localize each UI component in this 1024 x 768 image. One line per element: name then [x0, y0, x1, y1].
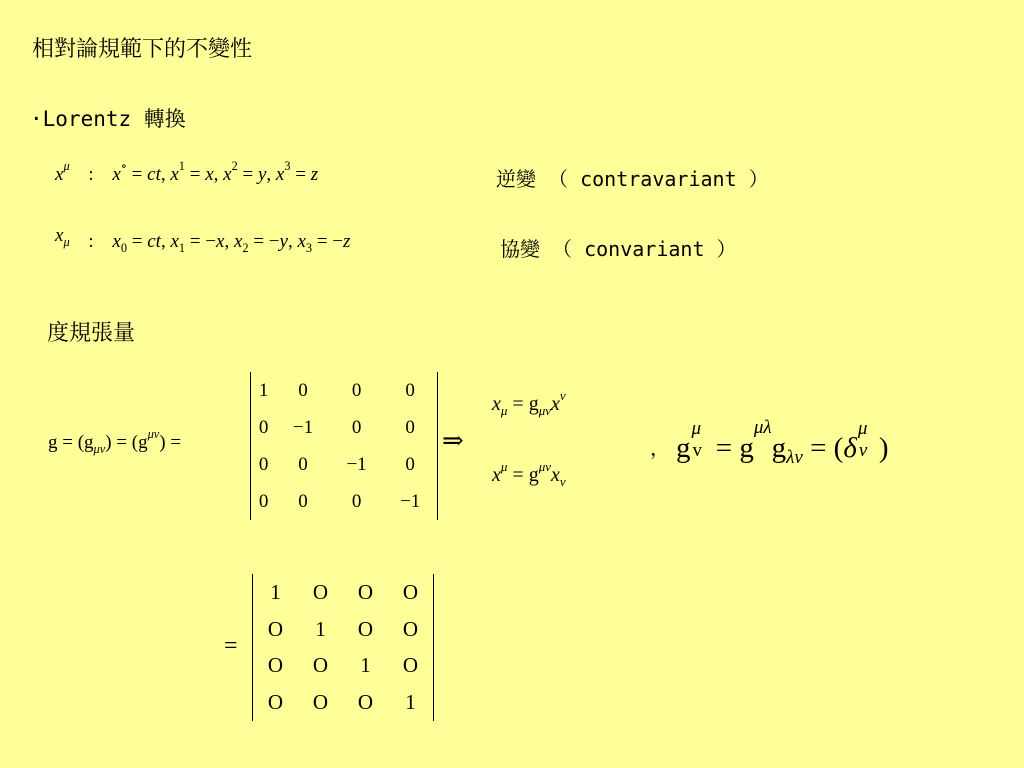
matrix-row [251, 446, 437, 483]
matrix-cell: 0 [298, 379, 308, 401]
metric-matrix [250, 372, 438, 520]
identity-matrix [252, 574, 434, 721]
contravariant-label: 逆變 （ contravariant ） [496, 167, 769, 191]
matrix-row [251, 372, 437, 409]
equals-sign: = [224, 633, 238, 659]
matrix-row [253, 648, 433, 685]
matrix-cell: O [357, 616, 374, 641]
matrix-row [253, 574, 433, 611]
colon: : [88, 231, 94, 252]
matrix-cell: 0 [258, 416, 269, 438]
matrix-cell: O [312, 653, 329, 678]
matrix-cell: O [357, 579, 374, 604]
matrix-cell: 1 [270, 579, 281, 604]
page-title: 相對論規範下的不變性 [32, 37, 253, 62]
matrix-cell: O [267, 653, 284, 678]
colon: : [88, 164, 94, 185]
matrix-cell: 1 [405, 690, 416, 715]
matrix-cell: 1 [258, 379, 269, 401]
lhs: $x_\mu$ [55, 225, 70, 249]
matrix-row [251, 409, 437, 446]
covariant-equation: $x_\mu$ : $x_0$ = ct, $x_1 = -x$, $x_2 = -y$, $x_3 = -z$ [55, 225, 351, 255]
matrix-cell: 0 [405, 379, 415, 401]
implies-arrow: ⇒ [442, 426, 464, 455]
matrix-cell: 0 [351, 416, 362, 438]
component-0: x∘ = ct [112, 159, 161, 185]
component-3: $x^3 = z$ [275, 159, 319, 185]
matrix-cell: O [402, 653, 419, 678]
matrix-cell: O [402, 579, 419, 604]
matrix-row [253, 611, 433, 648]
component-1: $x^1 = x$ [170, 159, 214, 185]
matrix-row [253, 684, 433, 721]
matrix-cell: O [267, 616, 284, 641]
component-2: $x_2 = -y$ [233, 231, 288, 255]
matrix-cell: 0 [298, 490, 308, 512]
matrix-cell: 0 [298, 453, 308, 475]
matrix-cell: −1 [292, 416, 314, 438]
matrix-cell: −1 [346, 453, 367, 475]
matrix-cell: 0 [351, 379, 362, 401]
matrix-cell: 1 [360, 653, 371, 678]
matrix-cell: 0 [405, 453, 415, 475]
index-lowering-equation: $x_\mu = g_{\mu\nu}x^\nu$ [492, 388, 566, 418]
matrix-cell: −1 [400, 490, 421, 512]
matrix-cell: 0 [258, 453, 269, 475]
matrix-cell: O [267, 690, 284, 715]
matrix-row [251, 483, 437, 520]
component-2: $x^2 = y$ [223, 159, 267, 185]
covariant-label: 協變 （ convariant ） [500, 237, 737, 261]
index-raising-equation: $x^\mu = g^{\mu\nu}x_\nu$ [492, 459, 566, 489]
matrix-cell: 0 [351, 490, 362, 512]
matrix-cell: 1 [315, 616, 326, 641]
comma: ， [650, 436, 670, 460]
component-3: $x_3 = -z$ [297, 231, 351, 255]
component-0: $x_0$ = ct [112, 231, 161, 255]
matrix-cell: O [312, 690, 329, 715]
section-heading-metric: 度規張量 [47, 321, 136, 346]
matrix-cell: O [357, 690, 374, 715]
lhs: $x^\mu$ [55, 159, 70, 185]
matrix-cell: 0 [258, 490, 269, 512]
metric-definition: $g = (g_{\mu\nu}) = (g^{\mu\nu})$ = [48, 427, 182, 456]
contravariant-equation: $x^\mu$ : x∘ = ct, $x^1 = x$, $x^2 = y$, $x^3 = z$ [55, 159, 319, 185]
component-1: $x_1 = -x$ [170, 231, 225, 255]
matrix-cell: O [312, 579, 329, 604]
kronecker-delta-equation: g μ v = $g^{\mu\lambda}g_{\lambda v} = (\delta$ μ v ) [676, 417, 889, 468]
section-heading-lorentz: ·Lorentz 轉換 [30, 107, 186, 131]
matrix-cell: 0 [405, 416, 415, 438]
matrix-cell: O [402, 616, 419, 641]
